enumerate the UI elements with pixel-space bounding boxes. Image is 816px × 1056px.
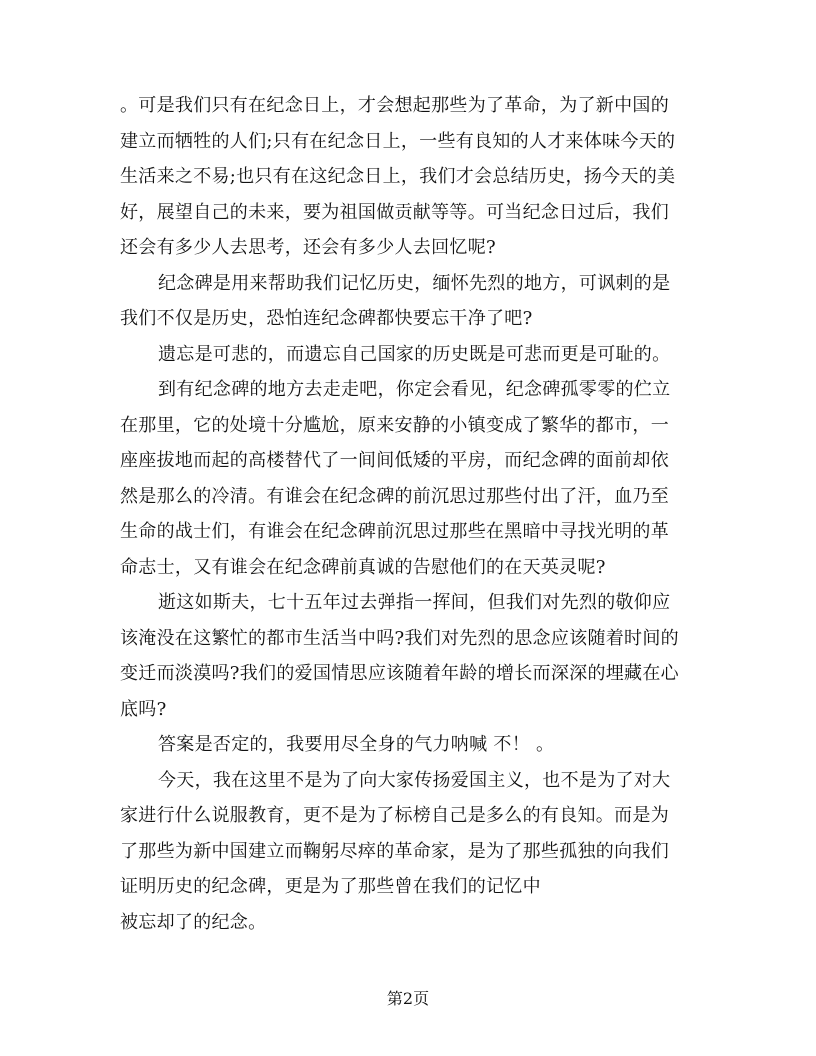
text-line: 座座拔地而起的高楼替代了一间间低矮的平房，而纪念碑的面前却依 [120, 450, 669, 471]
text-line: 生活来之不易;也只有在这纪念日上，我们才会总结历史，扬今天的美 [120, 166, 676, 187]
document-body [120, 88, 698, 940]
text-line: 底吗? [120, 698, 167, 720]
text-line: 遗忘是可悲的，而遗忘自己国家的历史既是可悲而更是可耻的。 [158, 343, 671, 365]
text-line: 命志士，又有谁会在纪念碑前真诚的告慰他们的在天英灵呢? [120, 556, 606, 578]
text-line: 生命的战士们，有谁会在纪念碑前沉思过那些在黑暗中寻找光明的革 [120, 521, 669, 542]
paragraph [120, 727, 698, 763]
text-line: 。可是我们只有在纪念日上，才会想起那些为了革命，为了新中国的 [120, 95, 669, 116]
text-line: 证明历史的纪念碑，更是为了那些曾在我们的记忆中 [120, 876, 541, 897]
paragraph [120, 88, 698, 266]
paragraph [120, 337, 698, 373]
text-line: 逝这如斯夫，七十五年过去弹指一挥间，但我们对先烈的敬仰应 [158, 592, 671, 613]
paragraph [120, 585, 698, 727]
text-line: 该淹没在这繁忙的都市生活当中吗?我们对先烈的思念应该随着时间的 [120, 627, 679, 649]
paragraph [120, 372, 698, 585]
text-line: 纪念碑是用来帮助我们记忆历史，缅怀先烈的地方，可讽刺的是 [158, 272, 671, 294]
page-number: 第2页 [386, 989, 430, 1008]
text-line: 今天，我在这里不是为了向大家传扬爱国主义，也不是为了对大 [158, 769, 671, 791]
text-line: 好，展望自己的未来，要为祖国做贡献等等。可当纪念日过后，我们 [120, 201, 669, 223]
text-line: 答案是否定的，我要用尽全身的气力呐喊 不！ 。 [158, 734, 555, 755]
text-line: 在那里，它的处境十分尴尬，原来安静的小镇变成了繁华的都市，一 [120, 414, 669, 436]
text-line: 变迁而淡漠吗?我们的爱国情思应该随着年龄的增长而深深的埋藏在心 [120, 663, 679, 684]
text-line: 了那些为新中国建立而鞠躬尽瘁的革命家，是为了那些孤独的向我们 [120, 840, 669, 862]
text-line: 还会有多少人去思考，还会有多少人去回忆呢? [120, 237, 496, 258]
paragraph [120, 266, 698, 337]
paragraph [120, 763, 698, 941]
text-line: 到有纪念碑的地方去走走吧，你定会看见，纪念碑孤零零的伫立 [158, 379, 671, 400]
text-line: 被忘却了的纪念。 [120, 911, 267, 933]
text-line: 我们不仅是历史，恐怕连纪念碑都快要忘干净了吧? [120, 308, 533, 329]
text-line: 然是那么的冷清。有谁会在纪念碑的前沉思过那些付出了汗，血乃至 [120, 485, 669, 507]
text-line: 建立而牺牲的人们;只有在纪念日上，一些有良知的人才来体味今天的 [120, 130, 676, 152]
text-line: 家进行什么说服教育，更不是为了标榜自己是多么的有良知。而是为 [120, 805, 669, 826]
